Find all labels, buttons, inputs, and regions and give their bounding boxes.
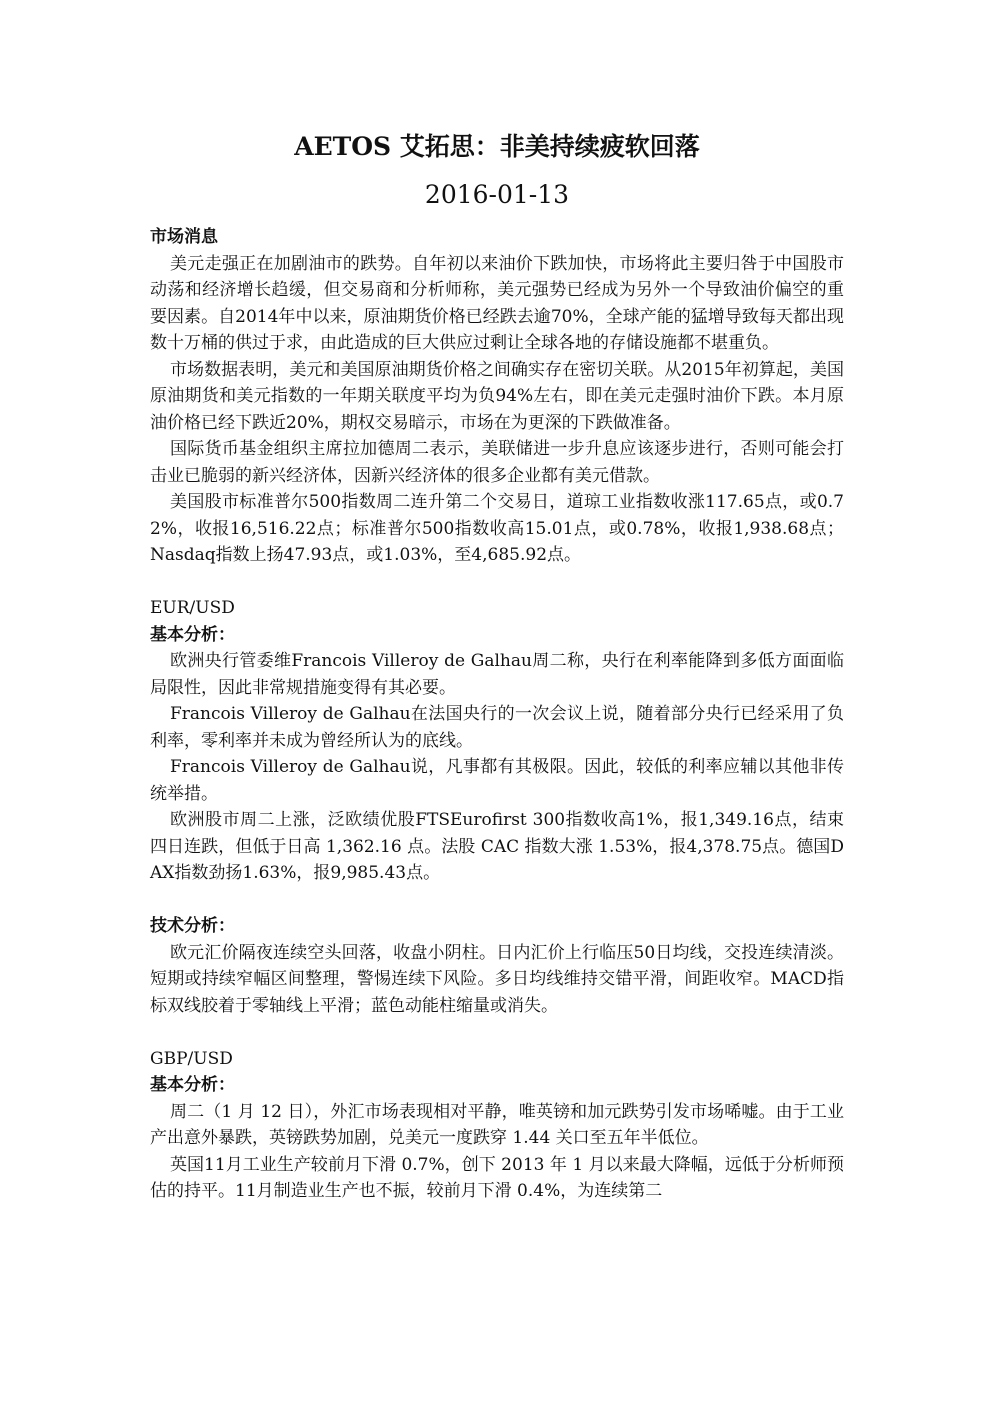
market-news-heading: 市场消息: [150, 227, 218, 247]
market-news-paragraph: 国际货币基金组织主席拉加德周二表示，美联储进一步升息应该逐步进行，否则可能会打击业已脆弱的新兴经济体，因新兴经济体的很多企业都有美元借款。: [150, 439, 844, 486]
eurusd-section: [150, 595, 844, 1019]
gbpusd-fundamental-paragraph: 英国11月工业生产较前月下滑 0.7%，创下 2013 年 1 月以来最大降幅，远低于分析师预估的持平。11月制造业生产也不振，较前月下滑 0.4%，为连续第二: [150, 1154, 844, 1201]
market-news-paragraph: 美国股市标准普尔500指数周二连升第二个交易日，道琼工业指数收涨117.65点，或0.72%，收报16,516.22点；标准普尔500指数收高15.01点，或0.78%，收报1,938.68点；Nasdaq指数上扬47.93点，或1.03%，至4,685.92点。: [150, 492, 844, 565]
eurusd-technical-heading: 技术分析：: [150, 916, 235, 936]
section-spacer: [150, 569, 844, 596]
eurusd-fundamental-paragraph: 欧洲央行管委维Francois Villeroy de Galhau周二称，央行在利率能降到多低方面面临局限性，因此非常规措施变得有其必要。: [150, 651, 844, 698]
eurusd-technical-paragraph: 欧元汇价隔夜连续空头回落，收盘小阴柱。日内汇价上行临压50日均线，交投连续清淡。短期或持续窄幅区间整理，警惕连续下风险。多日均线维持交错平滑，间距收窄。MACD指标双线胶着于零轴线上平滑；蓝色动能柱缩量或消失。: [150, 942, 844, 1016]
section-spacer: [150, 1019, 844, 1046]
eurusd-pair-label: EUR/USD: [150, 598, 235, 618]
document-page: [150, 128, 844, 1205]
document-date: 2016-01-13: [424, 180, 570, 209]
eurusd-fundamental-paragraph: Francois Villeroy de Galhau说，凡事都有其极限。因此，较低的利率应辅以其他非传统举措。: [150, 757, 844, 804]
market-news-paragraph: 美元走强正在加剧油市的跌势。自年初以来油价下跌加快，市场将此主要归咎于中国股市动荡和经济增长趋缓，但交易商和分析师称，美元强势已经成为另外一个导致油价偏空的重要因素。自2014年中以来，原油期货价格已经跌去逾70%，全球产能的猛增导致每天都出现数十万桶的供过于求，由此造成的巨大供应过剩让全球各地的存储设施都不堪重负。: [150, 253, 844, 353]
eurusd-fundamental-paragraph: Francois Villeroy de Galhau在法国央行的一次会议上说，随着部分央行已经采用了负利率，零利率并未成为曾经所认为的底线。: [150, 704, 844, 751]
gbpusd-pair-label: GBP/USD: [150, 1048, 233, 1069]
eurusd-fundamental-heading: 基本分析：: [150, 624, 235, 645]
eurusd-fundamental-paragraph: 欧洲股市周二上涨，泛欧绩优股FTSEurofirst 300指数收高1%，报1,349.16点，结束四日连跌，但低于日高 1,362.16 点。法股 CAC 指数大涨 1.53%，报4,378.75点。德国DAX指数劲扬1.63%，报9,985.43点。: [150, 810, 844, 883]
document-title: AETOS 艾拓思：非美持续疲软回落: [294, 132, 700, 161]
gbpusd-section: [150, 1046, 844, 1205]
gbpusd-fundamental-paragraph: 周二（1 月 12 日），外汇市场表现相对平静，唯英镑和加元跌势引发市场唏嘘。由于工业产出意外暴跌，英镑跌势加剧，兑美元一度跌穿 1.44 关口至五年半低位。: [150, 1101, 844, 1148]
section-spacer: [150, 887, 844, 914]
gbpusd-fundamental-heading: 基本分析：: [150, 1075, 235, 1095]
market-news-paragraph: 市场数据表明，美元和美国原油期货价格之间确实存在密切关联。从2015年初算起，美国原油期货和美元指数的一年期关联度平均为负94%左右，即在美元走强时油价下跌。本月原油价格已经下跌近20%，期权交易暗示，市场在为更深的下跌做准备。: [150, 359, 844, 433]
market-news-section: [150, 224, 844, 569]
